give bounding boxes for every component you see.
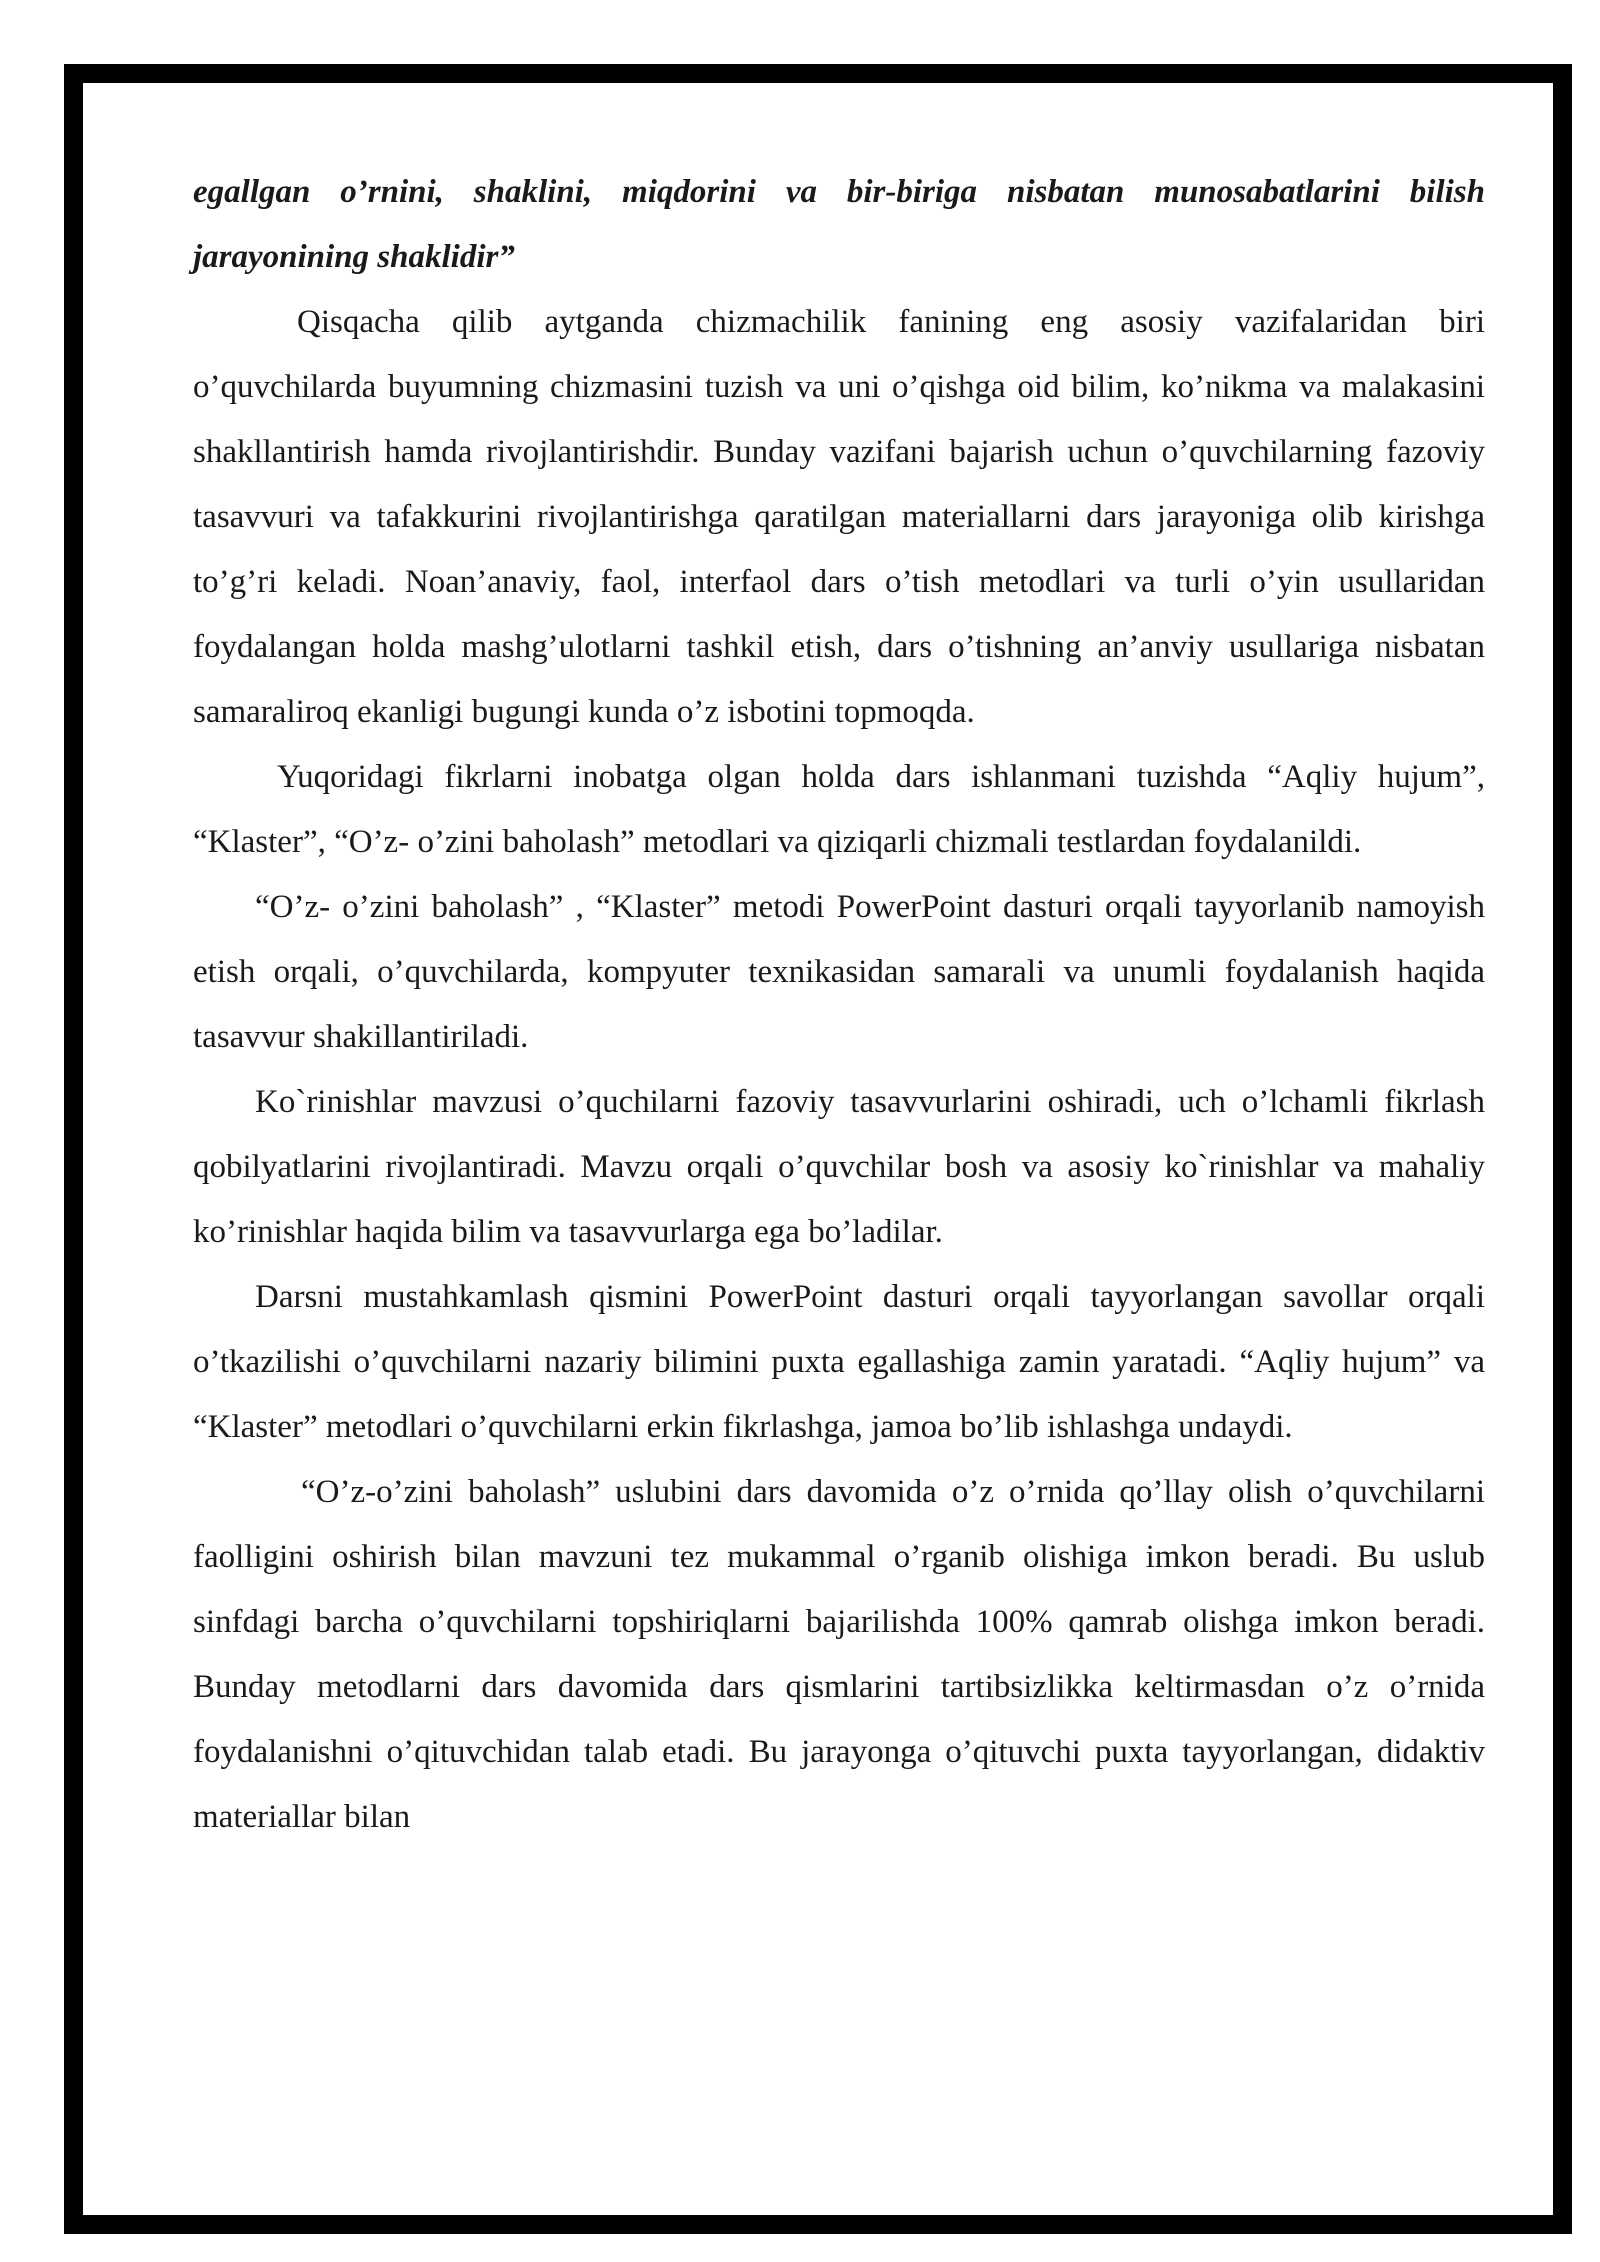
document-body: [193, 160, 1485, 1850]
paragraph-methods-used: Yuqoridagi fikrlarni inobatga olgan holda dars ishlanmani tuzishda “Aqliy hujum”, “Klaster”, “O’z- o’zini baholash” metodlari va qiziqarli chizmali testlardan foydalanildi.: [193, 759, 1485, 860]
paragraph-reinforcement: Darsni mustahkamlash qismini PowerPoint dasturi orqali tayyorlangan savollar orqali o’tkazilishi o’quvchilarni nazariy bilimini puxta egallashiga zamin yaratadi. “Aqliy hujum” va “Klaster” metodlari o’quvchilarni erkin fikrlashga, jamoa bo’lib ishlashga undaydi.: [193, 1279, 1485, 1445]
lead-paragraph: egallgan o’rnini, shaklini, miqdorini va bir-biriga nisbatan munosabatlarini bilish jarayonining shaklidir”: [193, 174, 1485, 275]
paragraph-views-topic: Ko`rinishlar mavzusi o’quchilarni fazoviy tasavvurlarini oshiradi, uch o’lchamli fikrlash qobilyatlarini rivojlantiradi. Mavzu orqali o’quvchilar bosh va asosiy ko`rinishlar va mahaliy ko’rinishlar haqida bilim va tasavvurlarga ega bo’ladilar.: [193, 1084, 1485, 1250]
paragraph-self-assessment: “O’z-o’zini baholash” uslubini dars davomida o’z o’rnida qo’llay olish o’quvchilarni faolligini oshirish bilan mavzuni tez mukammal o’rganib olishiga imkon beradi. Bu uslub sinfdagi barcha o’quvchilarni topshiriqlarni bajarilishda 100% qamrab olishga imkon beradi. Bunday metodlarni dars davomida dars qismlarini tartibsizlikka keltirmasdan o’z o’rnida foydalanishni o’qituvchidan talab etadi. Bu jarayonga o’qituvchi puxta tayyorlangan, didaktiv materiallar bilan: [193, 1474, 1485, 1835]
paragraph-powerpoint-methods: “O’z- o’zini baholash” , “Klaster” metodi PowerPoint dasturi orqali tayyorlanib namoyish etish orqali, o’quvchilarda, kompyuter texnikasidan samarali va unumli foydalanish haqida tasavvur shakillantiriladi.: [193, 889, 1485, 1055]
paragraph-task-description: Qisqacha qilib aytganda chizmachilik fanining eng asosiy vazifalaridan biri o’quvchilarda buyumning chizmasini tuzish va uni o’qishga oid bilim, ko’nikma va malakasini shakllantirish hamda rivojlantirishdir. Bunday vazifani bajarish uchun o’quvchilarning fazoviy tasavvuri va tafakkurini rivojlantirishga qaratilgan materiallarni dars jarayoniga olib kirishga to’g’ri keladi. Noan’anaviy, faol, interfaol dars o’tish metodlari va turli o’yin usullaridan foydalangan holda mashg’ulotlarni tashkil etish, dars o’tishning an’anviy usullariga nisbatan samaraliroq ekanligi bugungi kunda o’z isbotini topmoqda.: [193, 304, 1485, 730]
